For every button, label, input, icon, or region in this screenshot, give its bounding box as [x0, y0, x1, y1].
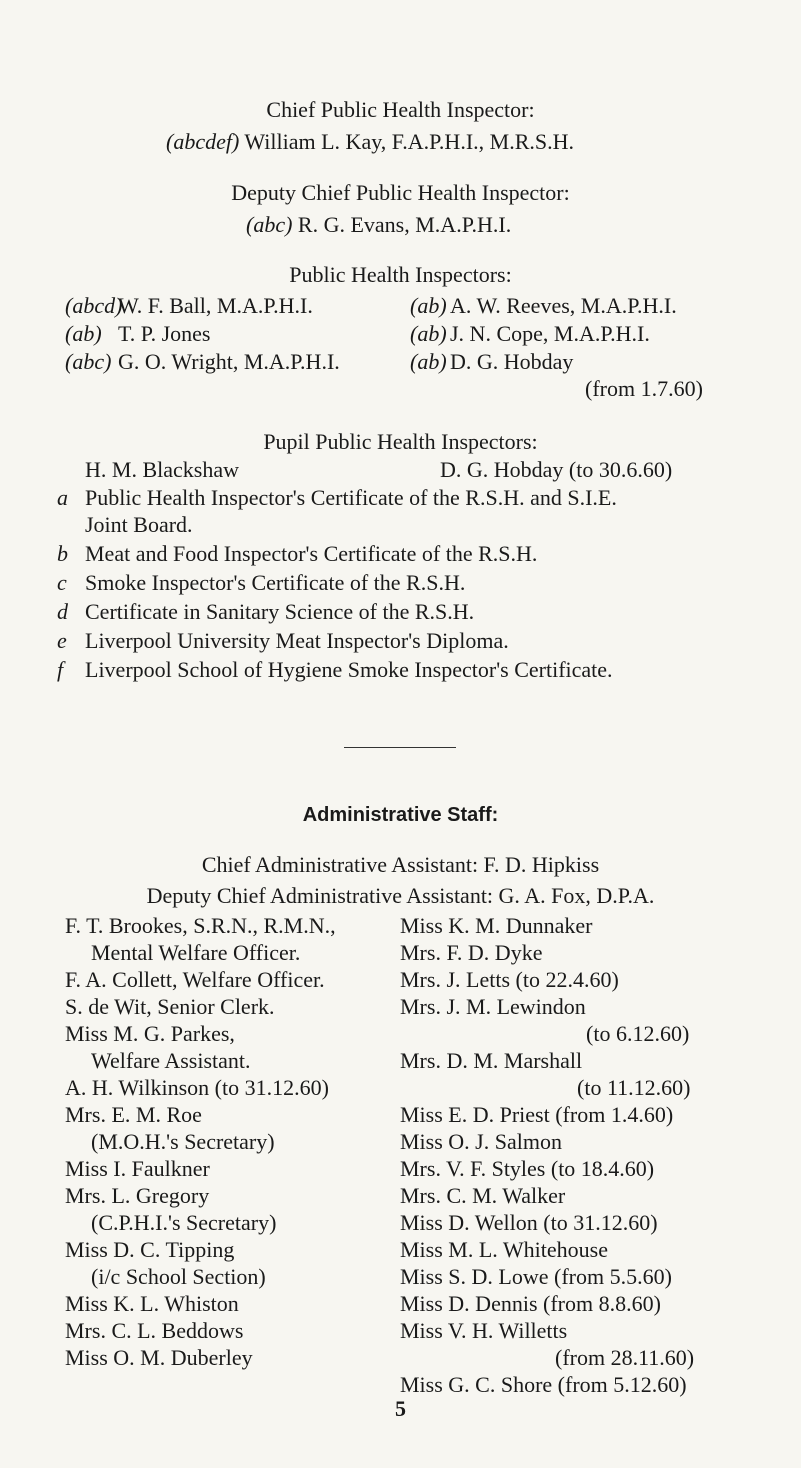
- staff-entry: Mrs. J. Letts (to 22.4.60): [400, 967, 619, 992]
- deputy-phi-title: Deputy Chief Public Health Inspector:: [231, 180, 570, 205]
- note-text-cont: Joint Board.: [85, 512, 193, 537]
- phi-name: A. W. Reeves, M.A.P.H.I.: [450, 293, 677, 318]
- phi-name: D. G. Hobday: [450, 349, 574, 374]
- staff-entry: Mrs. L. Gregory: [65, 1183, 210, 1208]
- staff-entry: Miss I. Faulkner: [65, 1156, 210, 1181]
- note-letter: d: [57, 599, 68, 624]
- staff-entry: Welfare Assistant.: [91, 1048, 251, 1073]
- note-letter: a: [57, 485, 68, 510]
- admin-staff-right: [400, 912, 694, 1398]
- pupils-title: Pupil Public Health Inspectors:: [263, 429, 538, 454]
- staff-entry: Miss D. Wellon (to 31.12.60): [400, 1210, 658, 1235]
- note-letter: f: [57, 657, 64, 682]
- staff-entry: Miss O. J. Salmon: [400, 1129, 562, 1154]
- note-text: Meat and Food Inspector's Certificate of the R.S.H.: [85, 541, 538, 566]
- staff-entry: A. H. Wilkinson (to 31.12.60): [65, 1075, 329, 1100]
- phi-name: J. N. Cope, M.A.P.H.I.: [450, 321, 650, 346]
- note-letter: b: [57, 541, 68, 566]
- staff-entry: Mrs. F. D. Dyke: [400, 940, 543, 965]
- admin-staff-left: [65, 912, 336, 1371]
- phis-title: Public Health Inspectors:: [289, 262, 512, 287]
- phi-quals: (ab): [65, 321, 102, 346]
- section-divider: [344, 747, 456, 748]
- staff-entry: Miss M. L. Whitehouse: [400, 1237, 608, 1262]
- note-text: Certificate in Sanitary Science of the R.S.H.: [85, 599, 475, 624]
- staff-entry: Mental Welfare Officer.: [91, 940, 301, 965]
- staff-entry: Mrs. C. L. Beddows: [65, 1318, 244, 1343]
- chief-phi-quals: (abcdef): [166, 129, 240, 154]
- deputy-phi-line: [246, 211, 511, 238]
- staff-entry: Miss G. C. Shore (from 5.12.60): [400, 1372, 687, 1397]
- note-letter: c: [57, 570, 67, 595]
- staff-entry: Miss K. L. Whiston: [65, 1291, 239, 1316]
- staff-entry: Mrs. D. M. Marshall: [400, 1048, 583, 1073]
- pupil-right: D. G. Hobday (to 30.6.60): [440, 457, 673, 482]
- admin-heading: Administrative Staff:: [302, 804, 499, 826]
- phi-quals: (ab): [410, 321, 447, 346]
- page-number: 5: [395, 1396, 406, 1421]
- deputy-phi-name: R. G. Evans, M.A.P.H.I.: [297, 212, 512, 237]
- staff-entry: (from 28.11.60): [555, 1345, 695, 1370]
- staff-entry: Miss M. G. Parkes,: [65, 1021, 235, 1046]
- chief-phi-title: Chief Public Health Inspector:: [266, 97, 535, 122]
- note-text: Public Health Inspector's Certificate of the R.S.H. and S.I.E.: [85, 485, 617, 510]
- staff-entry: Miss V. H. Willetts: [400, 1318, 568, 1343]
- admin-deputy: Deputy Chief Administrative Assistant: G. A. Fox, D.P.A.: [146, 883, 655, 908]
- admin-chief: Chief Administrative Assistant: F. D. Hipkiss: [201, 852, 600, 877]
- staff-entry: Miss O. M. Duberley: [65, 1345, 253, 1370]
- staff-entry: Mrs. C. M. Walker: [400, 1183, 566, 1208]
- staff-entry: Miss S. D. Lowe (from 5.5.60): [400, 1264, 672, 1289]
- staff-entry: Miss K. M. Dunnaker: [400, 913, 593, 938]
- note-text: Liverpool School of Hygiene Smoke Inspector's Certificate.: [85, 657, 613, 682]
- staff-entry: (to 11.12.60): [577, 1075, 691, 1100]
- chief-phi-name: William L. Kay, F.A.P.H.I., M.R.S.H.: [244, 129, 575, 154]
- phi-name: T. P. Jones: [118, 321, 211, 346]
- staff-entry: Mrs. J. M. Lewindon: [400, 994, 586, 1019]
- phi-quals: (abcd): [65, 293, 123, 318]
- staff-entry: Miss D. C. Tipping: [65, 1237, 235, 1262]
- staff-entry: Miss E. D. Priest (from 1.4.60): [400, 1102, 674, 1127]
- pupil-left: H. M. Blackshaw: [85, 457, 239, 482]
- deputy-phi-quals: (abc): [246, 212, 293, 237]
- phi-quals: (ab): [410, 349, 447, 374]
- phi-quals: (abc): [65, 349, 112, 374]
- staff-entry: (to 6.12.60): [586, 1021, 690, 1046]
- staff-entry: S. de Wit, Senior Clerk.: [65, 994, 275, 1019]
- note-letter: e: [57, 628, 67, 653]
- staff-entry: (M.O.H.'s Secretary): [91, 1129, 275, 1154]
- chief-phi-line: [166, 128, 574, 155]
- phi-note: (from 1.7.60): [585, 376, 703, 401]
- staff-entry: (C.P.H.I.'s Secretary): [91, 1210, 277, 1235]
- staff-entry: Miss D. Dennis (from 8.8.60): [400, 1291, 661, 1316]
- phi-name: W. F. Ball, M.A.P.H.I.: [118, 293, 313, 318]
- note-text: Smoke Inspector's Certificate of the R.S.H.: [85, 570, 466, 595]
- staff-entry: Mrs. E. M. Roe: [65, 1102, 202, 1127]
- note-text: Liverpool University Meat Inspector's Diploma.: [85, 628, 509, 653]
- staff-entry: F. T. Brookes, S.R.N., R.M.N.,: [65, 913, 336, 938]
- staff-entry: F. A. Collett, Welfare Officer.: [65, 967, 325, 992]
- staff-entry: Mrs. V. F. Styles (to 18.4.60): [400, 1156, 655, 1181]
- staff-entry: (i/c School Section): [91, 1264, 266, 1289]
- phi-quals: (ab): [410, 293, 447, 318]
- phi-name: G. O. Wright, M.A.P.H.I.: [118, 349, 340, 374]
